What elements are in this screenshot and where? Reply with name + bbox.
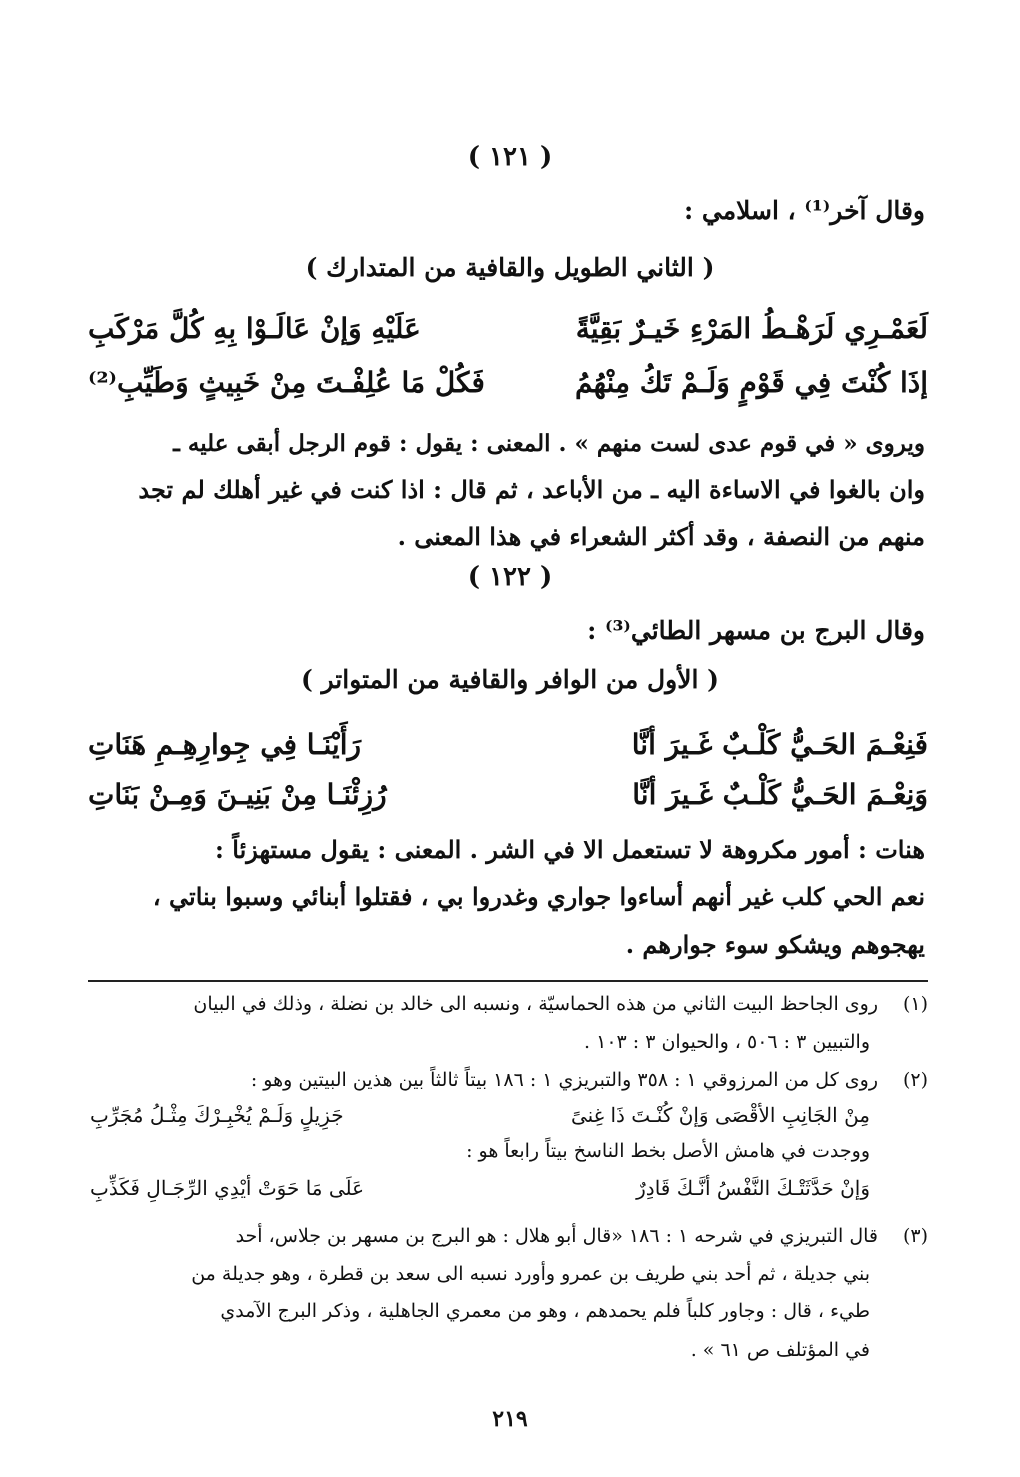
verse-second-hemistich: فَكُلْ مَا عُلِفْـتَ مِنْ خَبِيثٍ وَطَيِّبِ⁽²⁾: [88, 366, 485, 399]
footnote-number: (١): [902, 993, 928, 1015]
verse-second-hemistich: رَأَيْنَـا فِي جِوارِهِـمِ هَنَاتِ: [88, 728, 362, 761]
footnote-text: قال التبريزي في شرحه ١ : ١٨٦ «قال أبو هلال : هو البرج بن مسهر بن جلاس، أحد: [235, 1225, 878, 1247]
poem-122-commentary-line: هنات : أمور مكروهة لا تستعمل الا في الشر . المعنى : يقول مستهزئاً :: [215, 835, 925, 864]
footnote-3-continued: طيء ، قال : وجاور كلباً فلم يحمدهم ، وهو من معمري الجاهلية ، وذكر البرج الآمدي: [220, 1300, 870, 1322]
poem-121-commentary-line: وان بالغوا في الاساءة اليه ـ من الأباعد ، ثم قال : اذا كنت في غير أهلك لم تجد: [138, 475, 925, 504]
footnote-3-continued: في المؤتلف ص ٦١ » .: [690, 1339, 870, 1361]
poem-121-commentary-line: ويروى « في قوم عدى لست منهم » . المعنى : يقول : قوم الرجل أبقى عليه ـ: [173, 430, 925, 457]
poem-122-commentary-line: نعم الحي كلب غير أنهم أساءوا جواري وغدروا بي ، فقتلوا أبنائي وسبوا بناتي ،: [152, 882, 925, 911]
footnote-separator: [88, 980, 928, 982]
verse-first-hemistich: وَإنْ حَدَّثَتْـكَ النَّفْسُ أنَّـكَ قَادِرٌ: [636, 1176, 870, 1200]
footnote-2-text: ووجدت في هامش الأصل بخط الناسخ بيتاً رابعاً هو :: [466, 1140, 870, 1162]
footnote-number: (٣): [902, 1225, 928, 1247]
verse-first-hemistich: فَنِعْـمَ الحَـيُّ كَلْـبٌ غَـيرَ أنَّا: [631, 728, 928, 761]
footnote-3-continued: بني جديلة ، ثم أحد بني طريف بن عمرو وأورد نسبه الى سعد بن قطرة ، وهو جديلة من: [191, 1263, 870, 1285]
footnote-2-verse-1: [90, 1103, 870, 1131]
verse-first-hemistich: لَعَمْـرِي لَرَهْـطُ المَرْءِ خَيـرٌ بَقِيَّةً: [575, 312, 928, 345]
page-number: ٢١٩: [492, 1406, 528, 1432]
poem-121-heading: ( ١٢١ ): [467, 142, 553, 172]
footnote-1: [88, 993, 928, 1015]
verse-second-hemistich: رُزِئْنَـا مِنْ بَنِيـنَ وَمِـنْ بَنَاتِ: [88, 778, 387, 811]
footnote-1-continued: والتبيين ٣ : ٥٠٦ ، والحيوان ٣ : ١٠٣ .: [584, 1031, 870, 1053]
poem-121-intro: وقال آخر⁽¹⁾ ، اسلامي :: [683, 196, 925, 225]
verse-second-hemistich: عَلَى مَا حَوَتْ أيْدِي الرِّجَـالِ فَكَذِّبِ: [90, 1176, 365, 1200]
footnote-number: (٢): [902, 1069, 928, 1091]
verse-first-hemistich: وَنِعْـمَ الحَـيُّ كَلْـبٌ غَـيرَ أنَّا: [632, 778, 928, 811]
poem-121-commentary-line: منهم من النصفة ، وقد أكثر الشعراء في هذا المعنى .: [397, 522, 925, 551]
footnote-text: روى الجاحظ البيت الثاني من هذه الحماسيّة ، ونسبه الى خالد بن نضلة ، وذلك في البيان: [193, 993, 878, 1015]
verse-second-hemistich: جَزِيلٍ وَلَـمْ يُخْبِـرْكَ مِثْـلُ مُجَرِّبِ: [90, 1103, 344, 1127]
footnote-text: روى كل من المرزوقي ١ : ٣٥٨ والتبريزي ١ : ١٨٦ بيتاً ثالثاً بين هذين البيتين وهو :: [250, 1069, 878, 1091]
poem-122-commentary-line: يهجوهم ويشكو سوء جوارهم .: [625, 930, 925, 959]
verse-second-hemistich: عَلَيْهِ وَإنْ عَالَـوْا بِهِ كُلَّ مَرْكَبِ: [88, 312, 421, 345]
footnote-3: [88, 1225, 928, 1247]
poem-122-intro: وقال البرج بن مسهر الطائي⁽³⁾ :: [587, 616, 925, 645]
verse-first-hemistich: مِنْ الجَانِبِ الأقْصَى وَإنْ كُنْـتَ ذَا غِنىً: [570, 1103, 870, 1127]
poem-122-verse-1: [88, 728, 928, 766]
poem-121-verse-2: [88, 366, 928, 404]
poem-122-meter: ( الأول من الوافر والقافية من المتواتر ): [300, 665, 719, 694]
footnote-2: [88, 1069, 928, 1091]
poem-122-verse-2: [88, 778, 928, 816]
poem-122-heading: ( ١٢٢ ): [467, 562, 553, 592]
poem-121-meter: ( الثاني الطويل والقافية من المتدارك ): [305, 253, 715, 282]
footnote-2-verse-2: [90, 1176, 870, 1204]
verse-first-hemistich: إذَا كُنْتَ فِي قَوْمٍ وَلَـمْ تَكُ مِنْهُمُ: [575, 366, 928, 399]
poem-121-verse-1: [88, 312, 928, 350]
